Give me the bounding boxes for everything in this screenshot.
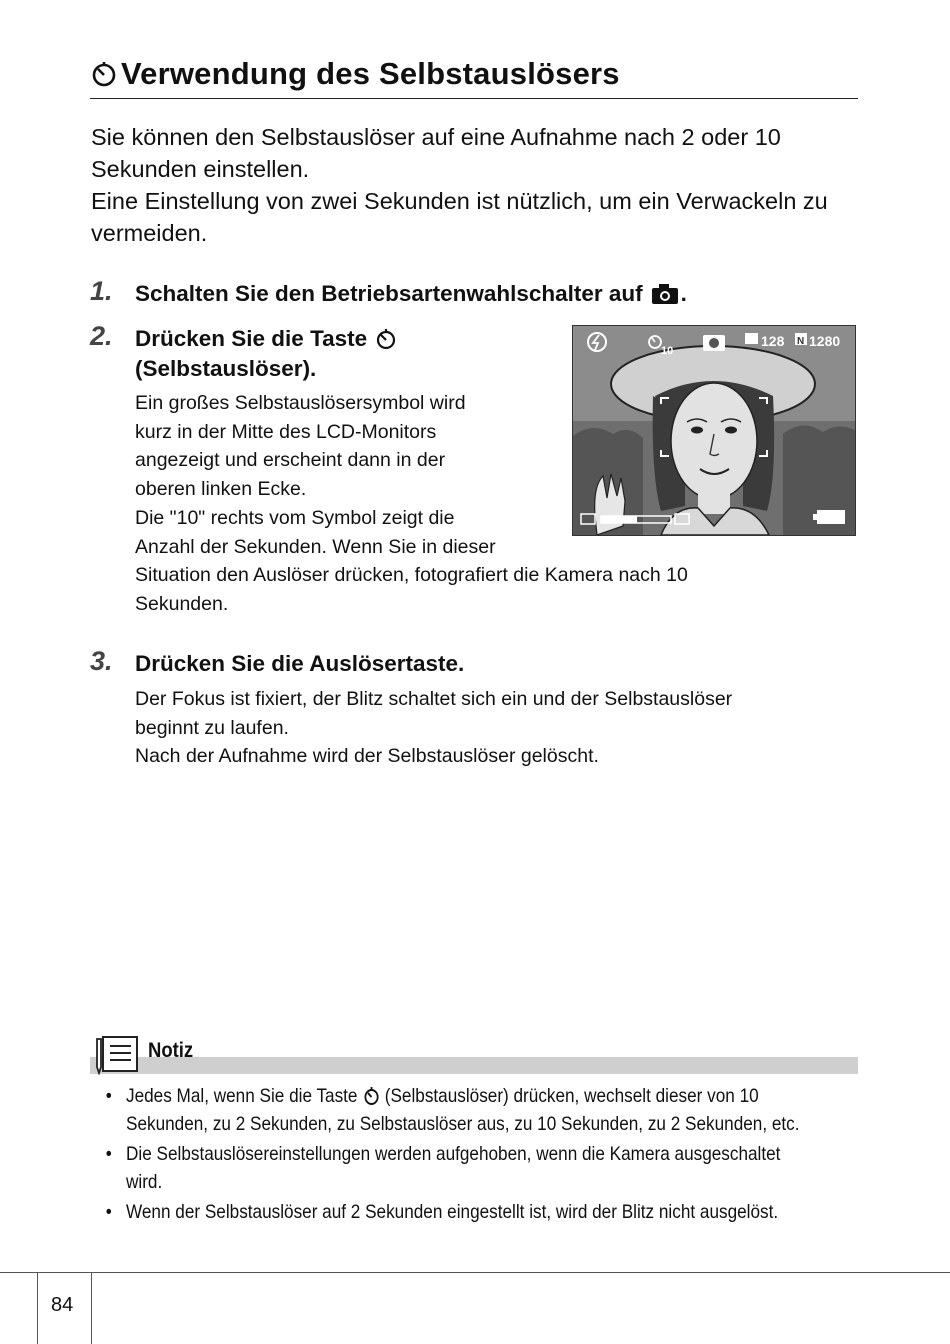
camera-mode-icon: [703, 335, 725, 351]
step-heading: Drücken Sie die Auslösertaste.: [135, 651, 465, 676]
intro-paragraph: Eine Einstellung von zwei Sekunden ist nützlich, um ein Verwackeln zu vermeiden.: [91, 188, 828, 246]
body-line: Sekunden.: [135, 592, 229, 615]
self-timer-icon: [362, 1086, 381, 1106]
intro-paragraph: Sie können den Selbstauslöser auf eine Aufnahme nach 2 oder 10 Sekunden einstellen.: [91, 124, 781, 182]
footer-divider: [37, 1272, 38, 1344]
step-heading: [135, 324, 399, 354]
footer-divider: [0, 1272, 950, 1273]
lcd-timer-value: 10: [661, 345, 674, 357]
body-line: oberen linken Ecke.: [135, 478, 307, 501]
note-list: [104, 1082, 834, 1228]
body-line: Der Fokus ist fixiert, der Blitz schaltet sich ein und der Selbstauslöser: [135, 688, 733, 710]
note-item: [104, 1140, 834, 1196]
body-line: beginnt zu laufen.: [135, 716, 289, 739]
step-heading: [135, 279, 687, 309]
body-line: kurz in der Mitte des LCD-Monitors: [135, 420, 437, 443]
note-line: Sekunden, zu 2 Sekunden, zu Selbstauslöser aus, zu 10 Sekunden, zu 2 Sekunden, etc.: [126, 1113, 800, 1135]
step-heading-line2: (Selbstauslöser).: [135, 356, 317, 381]
self-timer-icon: [375, 328, 397, 350]
body-line: Ein großes Selbstauslösersymbol wird: [135, 392, 466, 414]
bullet: •: [105, 1143, 112, 1165]
lcd-monitor-image: [572, 325, 856, 536]
body-line: Die "10" rechts vom Symbol zeigt die: [135, 506, 455, 529]
step-heading-text: Schalten Sie den Betriebsartenwahlschalter auf: [135, 281, 643, 306]
step-number: 3.: [90, 646, 113, 676]
footer-divider: [91, 1272, 92, 1344]
step-heading-text: Drücken Sie die Taste: [135, 326, 368, 351]
note-label: Notiz: [148, 1039, 194, 1062]
page-title-text: Verwendung des Selbstauslösers: [121, 56, 620, 91]
notepad-icon: [93, 1033, 141, 1080]
note-item: [104, 1082, 834, 1138]
note-line: wird.: [126, 1171, 163, 1193]
step-heading-end: .: [680, 281, 687, 306]
self-timer-icon: [90, 60, 118, 88]
body-line: Situation den Auslöser drücken, fotografiert die Kamera nach 10: [135, 564, 688, 587]
bullet: •: [105, 1201, 112, 1223]
step-body: [135, 685, 732, 771]
battery-icon: [813, 510, 845, 524]
note-header-bar: [90, 1057, 858, 1074]
lcd-image-size: 1280: [809, 333, 841, 349]
step-number: 1.: [90, 276, 113, 306]
lcd-quality: N: [797, 336, 805, 347]
note-line: [126, 1082, 834, 1110]
note-item: [104, 1198, 834, 1226]
lcd-remaining-count: 128: [761, 333, 785, 349]
body-line: Anzahl der Sekunden. Wenn Sie in dieser: [135, 535, 496, 558]
page-number: 84: [51, 1294, 74, 1316]
body-line: angezeigt und erscheint dann in der: [135, 449, 446, 472]
note-text: Jedes Mal, wenn Sie die Taste: [126, 1085, 358, 1107]
step-number: 2.: [90, 321, 113, 351]
page-title: [90, 56, 858, 99]
note-line: Wenn der Selbstauslöser auf 2 Sekunden eingestellt ist, wird der Blitz nicht ausgelöst.: [126, 1201, 779, 1223]
bullet: •: [105, 1085, 112, 1107]
note-text: (Selbstauslöser) drücken, wechselt dieser von 10: [384, 1085, 759, 1107]
sd-card-icon: [745, 333, 758, 344]
body-line: Nach der Aufnahme wird der Selbstauslöser gelöscht.: [135, 745, 599, 768]
camera-icon: [651, 283, 679, 305]
note-line: Die Selbstauslösereinstellungen werden aufgehoben, wenn die Kamera ausgeschaltet: [126, 1143, 781, 1165]
intro-text: [91, 121, 881, 249]
